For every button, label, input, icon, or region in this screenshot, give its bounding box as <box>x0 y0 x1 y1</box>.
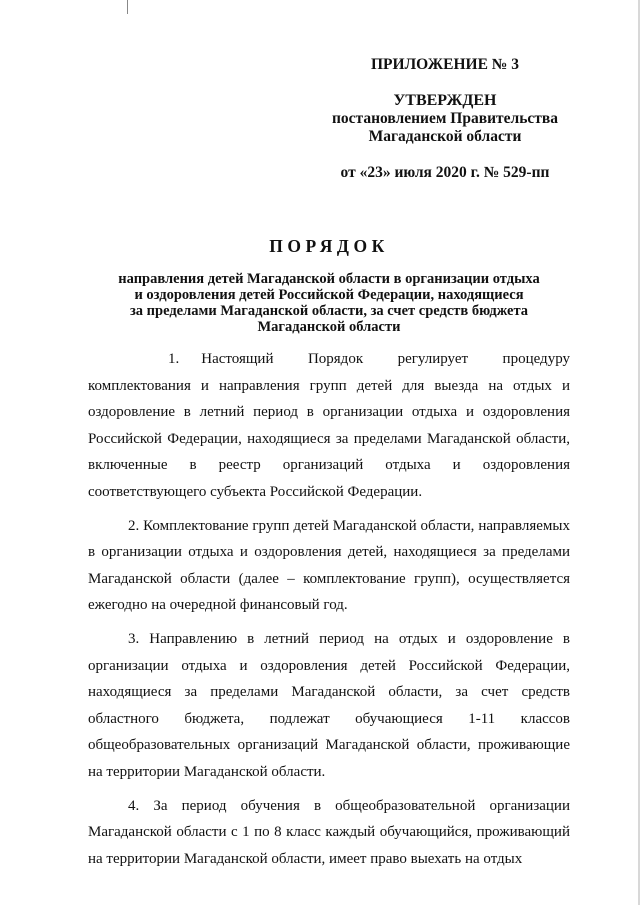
subtitle-line: за пределами Магаданской области, за счет средств бюджета <box>129 303 529 319</box>
paragraph-4 <box>88 793 570 873</box>
paragraph-text: 2. Комплектование групп детей Магаданской области, направляемых в организации отдыха и оздоровления детей, находящиеся за пределами Магаданской области (далее – комплектование групп), осуществляется ежегодно на очередной финансовый год. <box>88 517 570 614</box>
scan-artifact <box>127 0 128 14</box>
paragraph-text: Настоящий Порядок регулирует процедуру комплектования и направления групп детей для выезда на отдых и оздоровление в летний период в организации отдыха и оздоровления Российской Федерации, находящиеся за пределами Магаданской области, включенные в реестр организаций отдыха и оздоровления соответствующего субъекта Российской Федерации. <box>88 351 570 500</box>
approval-header <box>300 56 590 182</box>
approved-by-line-1: постановлением Правительства <box>331 110 559 127</box>
appendix-label: ПРИЛОЖЕНИЕ № 3 <box>371 56 519 73</box>
paragraph-number: 1. <box>168 351 180 367</box>
subtitle-line: направления детей Магаданской области в организации отдыха <box>118 271 540 287</box>
paragraph-text: 3. Направлению в летний период на отдых и оздоровление в организации отдыха и оздоровления детей Российской Федерации, находящиеся за пределами Магаданской области, за счет средств областного бюджета, подлежат обучающиеся 1-11 классов общеобразовательных организаций Магаданской области, проживающие на территории Магаданской области. <box>88 630 570 780</box>
paragraph-2 <box>88 513 570 619</box>
subtitle-line: и оздоровления детей Российской Федерации, находящиеся <box>134 287 524 303</box>
decree-date: от «23» июля 2020 г. № 529-пп <box>340 164 550 181</box>
title-word: ПОРЯДОК <box>269 236 389 256</box>
approved-label: УТВЕРЖДЕН <box>393 92 497 109</box>
paragraph-3 <box>88 626 570 786</box>
document-title <box>88 236 570 335</box>
title-subtitle <box>88 271 570 335</box>
approved-by-line-2: Магаданской области <box>368 128 522 145</box>
paragraph-1 <box>88 346 570 506</box>
subtitle-line: Магаданской области <box>257 319 401 335</box>
document-body <box>88 346 570 879</box>
paragraph-text: 4. За период обучения в общеобразовательной организации Магаданской области с 1 по 8 класс каждый обучающийся, проживающий на территории Магаданской области, имеет право выехать на отдых <box>88 797 570 867</box>
